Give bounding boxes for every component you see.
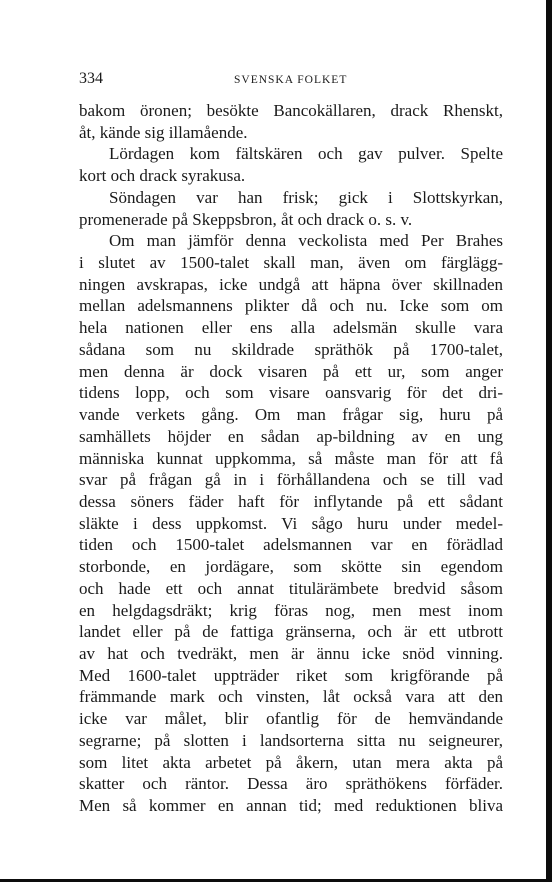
text-line: i slutet av 1500-talet skall man, även om färglägg- — [79, 253, 503, 273]
text-line: främmande mark och vinsten, låt också vara att den — [79, 687, 503, 707]
text-line: hela nationen eller ens alla adelsmän skulle vara — [79, 318, 503, 338]
text-line: åt, kände sig illamående. — [79, 122, 248, 142]
text-line: storbonde, en jordägare, som skötte sin egendom — [79, 557, 503, 577]
page-header — [79, 70, 503, 90]
text-line: segrarne; på slotten i landsorterna sitta nu seigneurer, — [79, 730, 503, 750]
text-line: Med 1600-talet uppträder riket som krigförande på — [79, 665, 503, 685]
text-line: tidens lopp, och som visare oansvarig för det dri- — [79, 383, 503, 403]
text-line: tiden och 1500-talet adelsmannen var en förädlad — [79, 535, 503, 555]
text-line: vande verkets gång. Om man frågar sig, huru på — [79, 405, 503, 425]
text-line: samhällets höjder en sådan ap-bildning av en ung — [79, 426, 503, 446]
text-line: Lördagen kom fältskären och gav pulver. Spelte — [109, 144, 503, 164]
body-text — [79, 100, 503, 817]
text-line: människa kunnat uppkomma, så måste man för att få — [79, 448, 503, 468]
text-line: kort och drack syrakusa. — [79, 166, 246, 186]
text-line: av hat och tvedräkt, men är ännu icke snöd vinning. — [79, 643, 503, 663]
text-line: och hade ett och annat titulärämbete bredvid såsom — [79, 578, 503, 598]
text-line: dessa söners fäder haft för inflytande på ett sådant — [79, 491, 503, 511]
text-line: promenerade på Skeppsbron, åt och drack o. s. v. — [79, 209, 413, 229]
text-line: Om man jämför denna veckolista med Per Brahes — [109, 231, 503, 251]
text-line: ningen avskrapas, icke undgå att häpna över skillnaden — [79, 274, 503, 294]
text-line: svar på frågan gå in i förhållandena och se till vad — [79, 470, 503, 490]
text-line: Men så kommer en annan tid; med reduktionen bliva — [79, 796, 503, 815]
page-number: 334 — [79, 70, 103, 87]
text-line: sådana som nu skildrade spräthök på 1700-talet, — [79, 339, 503, 359]
text-line: landet eller på de fattiga gränserna, och är ett utbrott — [79, 622, 503, 642]
text-line: som litet akta arbetet på åkern, utan mera akta på — [79, 752, 503, 772]
running-title: SVENSKA FOLKET — [234, 74, 348, 86]
text-line: mellan adelsmannens plikter då och nu. Icke som om — [79, 296, 503, 316]
text-line: bakom öronen; besökte Bancokällaren, drack Rhenskt, — [79, 101, 503, 120]
text-line: släkte i dess uppkomst. Vi sågo huru under medel- — [79, 513, 503, 533]
text-line: men denna är dock visaren på ett ur, som anger — [79, 361, 503, 381]
text-line: en helgdagsdräkt; krig föras nog, men mest inom — [79, 600, 503, 620]
text-line: icke var målet, blir ofantlig för de hemvändande — [79, 709, 503, 729]
page-edge-shadow-right — [546, 0, 552, 882]
text-line: skatter och räntor. Dessa äro spräthökens förfäder. — [79, 774, 503, 794]
text-line: Söndagen var han frisk; gick i Slottskyrkan, — [109, 187, 503, 207]
